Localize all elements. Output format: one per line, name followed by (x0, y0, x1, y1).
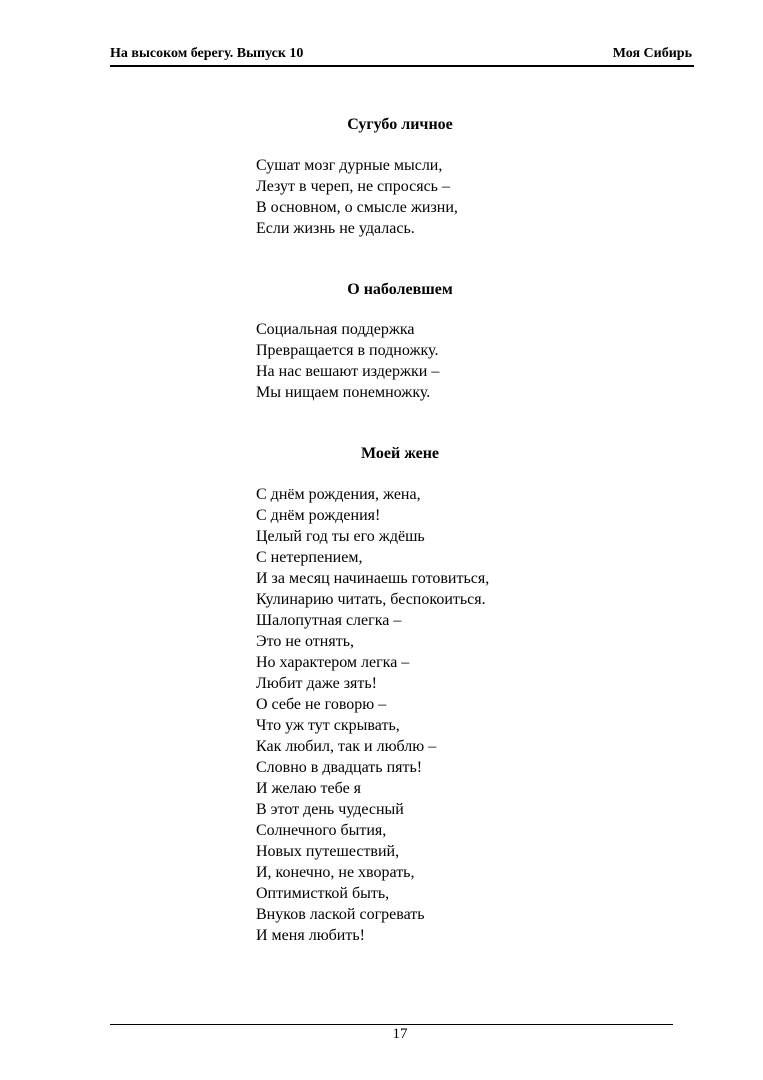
footer-rule (110, 1024, 673, 1025)
poem-title-1: Сугубо личное (347, 116, 453, 133)
poem-line: Как любил, так и люблю – (256, 738, 437, 755)
poem-line: Социальная поддержка (256, 321, 415, 338)
poem-title-2: О наболевшем (347, 281, 453, 298)
poem-line: И желаю тебе я (256, 780, 362, 797)
poem-line: Оптимисткой быть, (256, 885, 390, 902)
poem-line: Мы нищаем понемножку. (256, 384, 431, 401)
poem-line: Любит даже зять! (256, 675, 377, 692)
header-book-title: На высоком берегу. Выпуск 10 (110, 46, 304, 61)
poem-title-3: Моей жене (360, 445, 440, 462)
page-number: 17 (392, 1026, 408, 1042)
poem-line: Солнечного бытия, (256, 822, 387, 839)
poem-line: На нас вешают издержки – (256, 363, 440, 380)
poem-line: Шалопутная слегка – (256, 612, 402, 629)
poem-line: Что уж тут скрывать, (256, 717, 400, 734)
poem-line: Если жизнь не удалась. (256, 220, 415, 237)
poem-line: Кулинарию читать, беспокоиться. (256, 591, 486, 608)
poem-line: Лезут в череп, не спросясь – (256, 178, 450, 195)
poem-line: Словно в двадцать пять! (256, 759, 423, 776)
poem-line: Но характером легка – (256, 654, 410, 671)
poem-line: С нетерпением, (256, 549, 363, 566)
header-section-title: Моя Сибирь (612, 46, 692, 61)
poem-line: Сушат мозг дурные мысли, (256, 157, 443, 174)
poem-line: И, конечно, не хворать, (256, 864, 415, 881)
poem-line: Целый год ты его ждёшь (256, 528, 425, 545)
poem-line: В этот день чудесный (256, 801, 404, 818)
poem-text-2 (256, 319, 656, 403)
poem-line: С днём рождения, жена, (256, 486, 421, 503)
poem-line: И за месяц начинаешь готовиться, (256, 570, 490, 587)
running-header (110, 46, 692, 66)
poem-line: Новых путешествий, (256, 843, 400, 860)
poem-line: И меня любить! (256, 927, 365, 944)
poem-line: Внуков лаской согревать (256, 906, 425, 923)
poem-line: О себе не говорю – (256, 696, 387, 713)
poem-line: Превращается в подножку. (256, 342, 439, 359)
poem-text-3 (256, 484, 656, 946)
poem-line: Это не отнять, (256, 633, 354, 650)
poem-line: С днём рождения! (256, 507, 381, 524)
poem-text-1 (256, 155, 656, 239)
header-rule (110, 65, 694, 67)
poem-line: В основном, о смысле жизни, (256, 199, 458, 216)
